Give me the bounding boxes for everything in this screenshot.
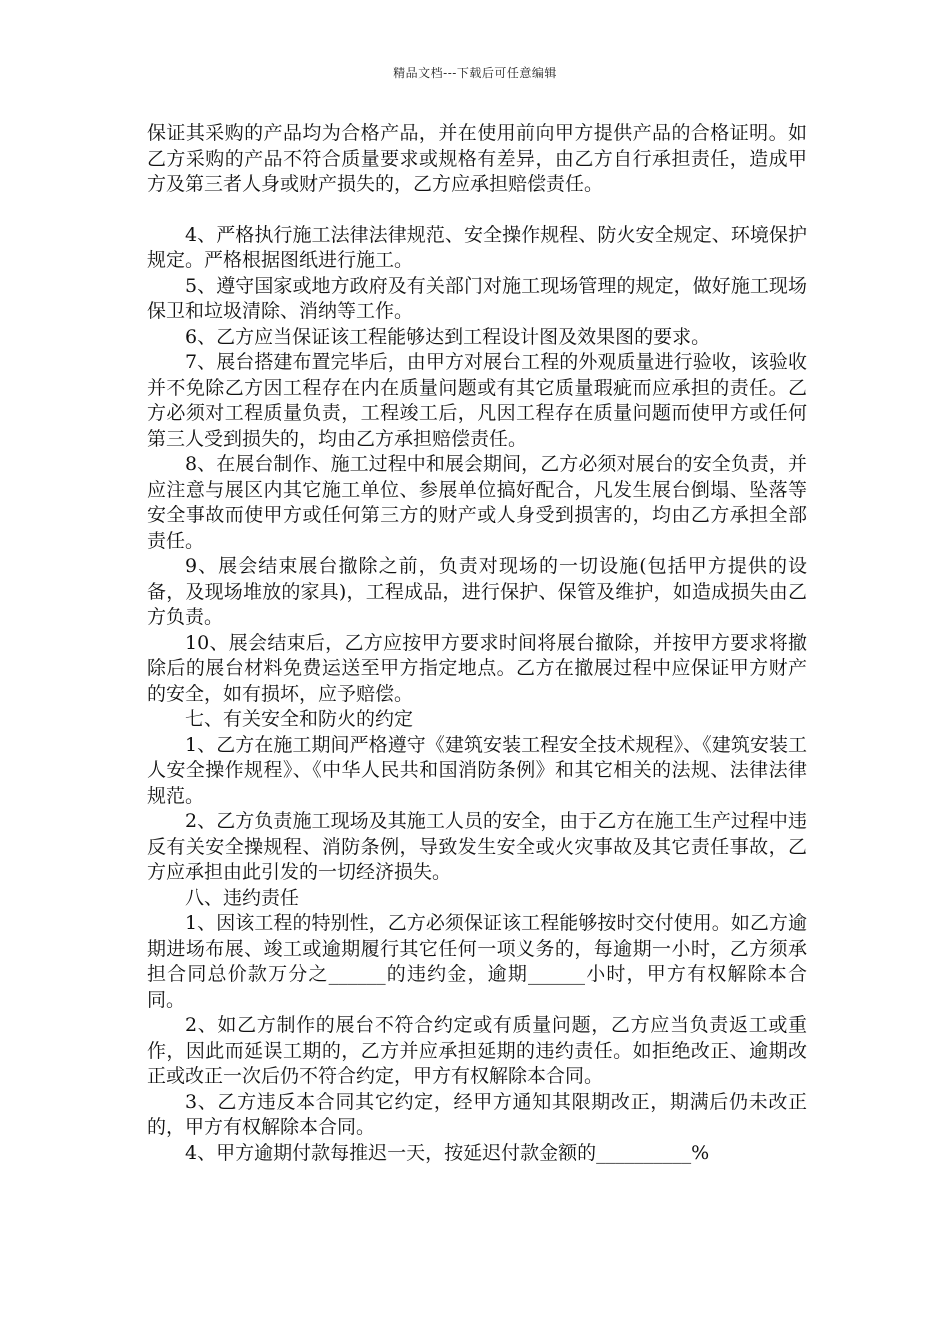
clause-5: 5、遵守国家或地方政府及有关部门对施工现场管理的规定，做好施工现场保卫和垃圾清除、消纳等工作。 — [147, 274, 807, 322]
paragraph-continuation: 保证其采购的产品均为合格产品，并在使用前向甲方提供产品的合格证明。如乙方采购的产品不符合质量要求或规格有差异，由乙方自行承担责任，造成甲方及第三者人身或财产损失的，乙方应承担赔偿责任。 — [147, 122, 807, 195]
clause-8: 8、在展台制作、施工过程中和展会期间，乙方必须对展台的安全负责，并应注意与展区内其它施工单位、参展单位搞好配合，凡发生展台倒塌、坠落等安全事故而使甲方或任何第三方的财产或人身受到损害的，均由乙方承担全部责任。 — [147, 453, 807, 552]
liability-clause-4: 4、甲方逾期付款每推迟一天，按延迟付款金额的__________% — [185, 1141, 710, 1164]
section-heading-safety: 七、有关安全和防火的约定 — [185, 708, 414, 730]
safety-clause-1: 1、乙方在施工期间严格遵守《建筑安装工程安全技术规程》、《建筑安装工人安全操作规程》、《中华人民共和国消防条例》和其它相关的法规、法律法律规范。 — [147, 733, 807, 807]
liability-clause-1: 1、因该工程的特别性，乙方必须保证该工程能够按时交付使用。如乙方逾期进场布展、竣工或逾期履行其它任何一项义务的，每逾期一小时，乙方须承担合同总价款万分之______的违约金，逾期______小时，甲方有权解除本合同。 — [147, 912, 807, 1011]
clause-10: 10、展会结束后，乙方应按甲方要求时间将展台撤除，并按甲方要求将撤除后的展台材料免费运送至甲方指定地点。乙方在撤展过程中应保证甲方财产的安全，如有损坏，应予赔偿。 — [147, 631, 807, 705]
liability-clause-3: 3、乙方违反本合同其它约定，经甲方通知其限期改正，期满后仍未改正的，甲方有权解除本合同。 — [147, 1090, 807, 1138]
clause-9: 9、展会结束展台撤除之前，负责对现场的一切设施(包括甲方提供的设备，及现场堆放的家具)，工程成品，进行保护、保管及维护，如造成损失由乙方负责。 — [147, 555, 807, 628]
safety-clause-2: 2、乙方负责施工现场及其施工人员的安全，由于乙方在施工生产过程中违反有关安全操规程、消防条例，导致发生安全或火灾事故及其它责任事故，乙方应承担由此引发的一切经济损失。 — [147, 810, 807, 883]
clause-4: 4、严格执行施工法律法律规范、安全操作规程、防火安全规定、环境保护规定。严格根据图纸进行施工。 — [147, 223, 807, 271]
section-heading-liability: 八、违约责任 — [185, 886, 300, 909]
clause-7: 7、展台搭建布置完毕后，由甲方对展台工程的外观质量进行验收，该验收并不免除乙方因工程存在内在质量问题或有其它质量瑕疵而应承担的责任。乙方必须对工程质量负责，工程竣工后，凡因工程存在质量问题而使甲方或任何第三人受到损失的，均由乙方承担赔偿责任。 — [147, 351, 807, 450]
page-header: 精品文档---下载后可任意编辑 — [393, 66, 557, 80]
document-body — [147, 121, 807, 1166]
clause-6: 6、乙方应当保证该工程能够达到工程设计图及效果图的要求。 — [185, 325, 711, 348]
paragraph-gap — [147, 198, 807, 223]
liability-clause-2: 2、如乙方制作的展台不符合约定或有质量问题，乙方应当负责返工或重作，因此而延误工期的，乙方并应承担延期的违约责任。如拒绝改正、逾期改正或改正一次后仍不符合约定，甲方有权解除本合同。 — [147, 1014, 807, 1087]
